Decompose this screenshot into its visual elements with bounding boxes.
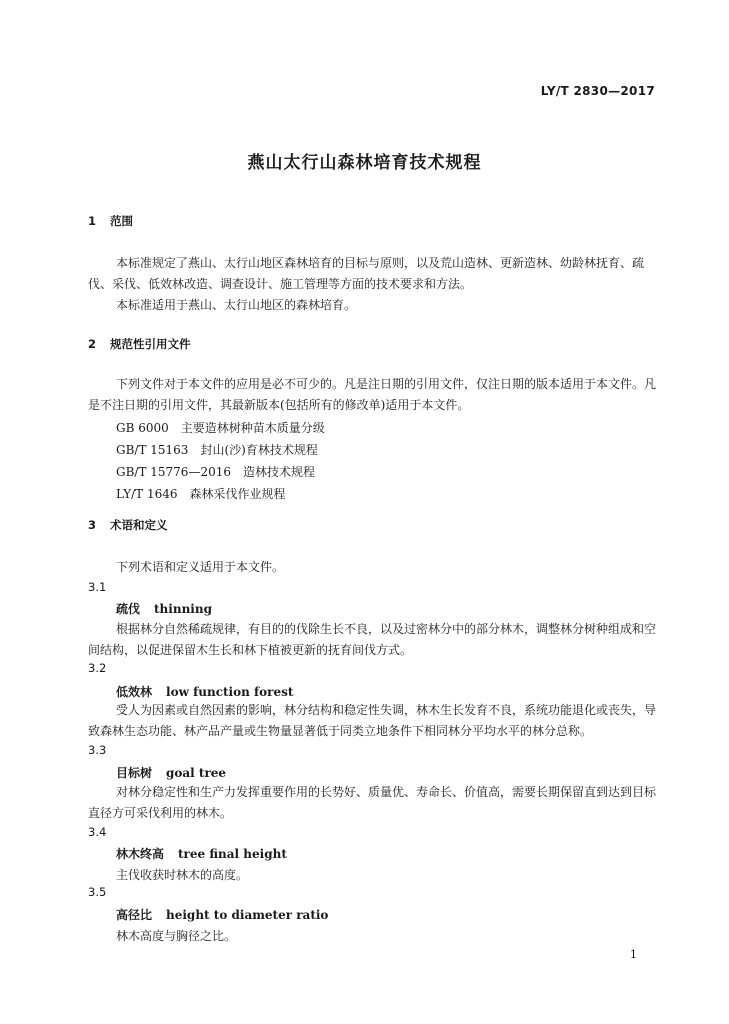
section-3-heading: [88, 517, 168, 533]
section-title: 范围: [110, 214, 133, 228]
term-name: 目标树 goal tree: [116, 766, 227, 780]
reference-item: GB/T 15163 封山(沙)育林技术规程: [116, 443, 318, 457]
standard-code: LY/T 2830—2017: [540, 84, 655, 98]
document-title: 燕山太行山森林培育技术规程: [247, 153, 482, 173]
term-name: 低效林 low function forest: [116, 685, 294, 699]
term-number: 3.3: [88, 743, 107, 757]
term-definition: 对林分稳定性和生产力发挥重要作用的长势好、质量优、寿命长、价值高，需要长期保留直到达到目标直径方可采伐利用的林木。: [88, 785, 657, 820]
term-definition: 林木高度与胸径之比。: [116, 929, 237, 943]
section-1-paragraph-2: 本标准适用于燕山、太行山地区的森林培育。: [116, 298, 357, 312]
term-definition: 根据林分自然稀疏规律，有目的的伐除生长不良，以及过密林分中的部分林木，调整林分树种组成和空间结构，以促进保留木生长和林下植被更新的抚育间伐方式。: [88, 622, 657, 657]
section-title: 术语和定义: [110, 518, 168, 532]
page-number: 1: [630, 948, 637, 961]
section-1-paragraph-1: 本标准规定了燕山、太行山地区森林培育的目标与原则，以及荒山造林、更新造林、幼龄林抚育、疏伐、采伐、低效林改造、调查设计、施工管理等方面的技术要求和方法。: [88, 256, 645, 291]
term-name: 疏伐 thinning: [116, 602, 212, 616]
term-definition: 受人为因素或自然因素的影响，林分结构和稳定性失调，林木生长发育不良，系统功能退化或丧失，导致森林生态功能、林产品产量或生物量显著低于同类立地条件下相同林分平均水平的林分总称。: [88, 703, 657, 738]
term-number: 3.1: [88, 580, 107, 594]
term-number: 3.4: [88, 825, 107, 839]
term-definition: 主伐收获时林木的高度。: [116, 868, 249, 882]
reference-item: LY/T 1646 森林采伐作业规程: [116, 487, 286, 501]
section-number: 1: [88, 214, 97, 228]
section-2-paragraph: 下列文件对于本文件的应用是必不可少的。凡是注日期的引用文件，仅注日期的版本适用于本文件。凡是不注日期的引用文件，其最新版本(包括所有的修改单)适用于本文件。: [88, 377, 657, 412]
reference-item: GB 6000 主要造林树种苗木质量分级: [116, 421, 325, 435]
section-number: 3: [88, 518, 97, 532]
reference-item: GB/T 15776—2016 造林技术规程: [116, 465, 315, 479]
section-2-heading: [88, 336, 191, 352]
section-1-heading: [88, 213, 133, 229]
section-number: 2: [88, 337, 97, 351]
term-number: 3.5: [88, 885, 107, 899]
term-number: 3.2: [88, 661, 107, 675]
term-name: 林木终高 tree final height: [116, 847, 287, 861]
term-name: 高径比 height to diameter ratio: [116, 908, 329, 922]
section-3-intro: 下列术语和定义适用于本文件。: [116, 560, 285, 574]
section-title: 规范性引用文件: [110, 337, 191, 351]
